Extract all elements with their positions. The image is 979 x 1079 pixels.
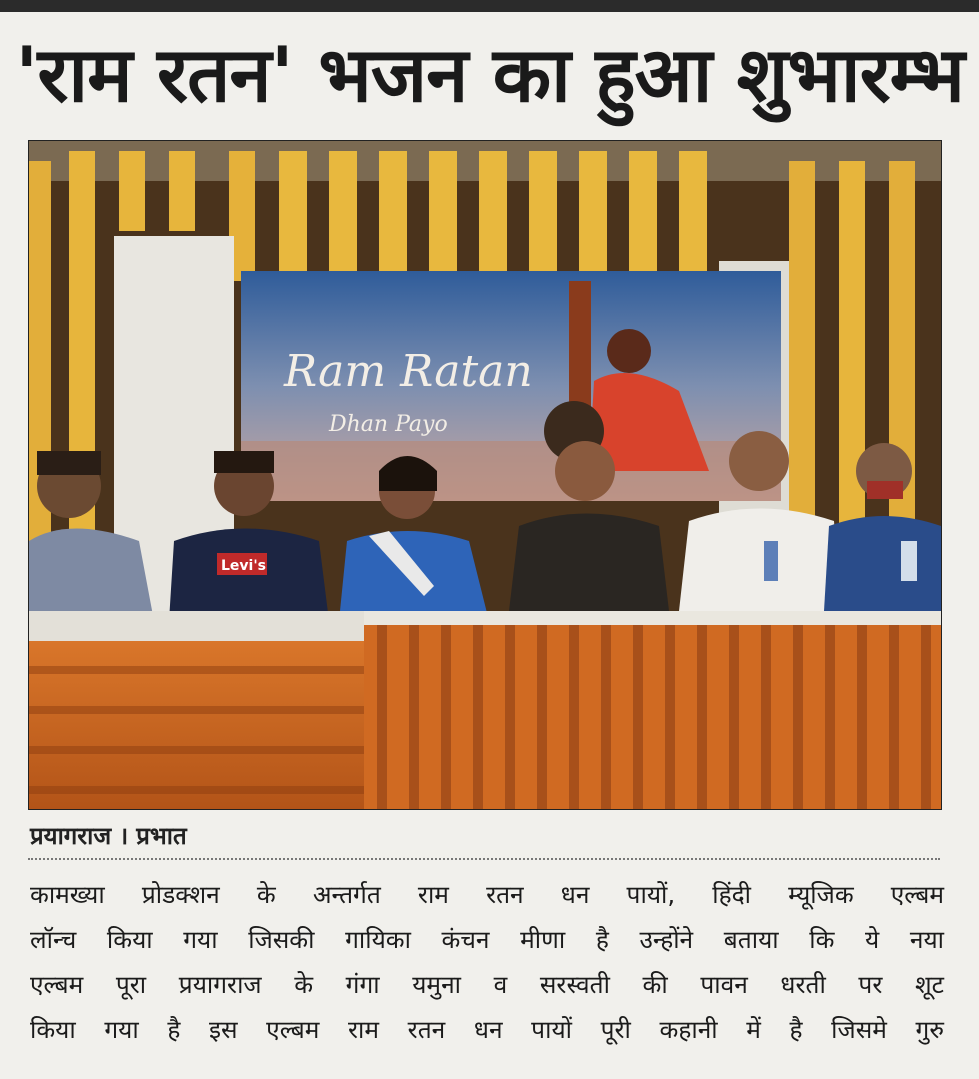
tshirt-logo: Levi's <box>221 558 266 574</box>
banner-title: Ram Ratan <box>284 346 533 397</box>
tablecloth-edge <box>364 611 941 625</box>
article-line: किया गया है इस एल्बम राम रतन धन पायों पूरी कहानी में है जिसमे गुरु <box>30 1015 944 1044</box>
dateline-separator: । <box>119 822 129 850</box>
article-line: कामख्या प्रोडक्शन के अन्तर्गत राम रतन धन पायों, हिंदी म्यूजिक एल्बम <box>30 880 944 909</box>
banner-subtitle: Dhan Payo <box>329 412 448 437</box>
dateline-source: प्रभात <box>136 822 187 850</box>
article-line: लॉन्च किया गया जिसकी गायिका कंचन मीणा है उन्होंने बताया कि ये नया <box>30 925 944 954</box>
dotted-divider <box>28 858 940 860</box>
headline: 'राम रतन' भजन का हुआ शुभारम्भ <box>15 30 964 119</box>
left-table <box>29 641 364 809</box>
news-photo <box>28 140 942 810</box>
article-body <box>30 872 944 1052</box>
right-table <box>364 611 941 809</box>
dateline <box>30 820 187 852</box>
dateline-place: प्रयागराज <box>30 822 112 850</box>
event-banner <box>241 271 781 501</box>
article-line: एल्बम पूरा प्रयागराज के गंगा यमुना व सरस्वती की पावन धरती पर शूट <box>30 970 944 999</box>
top-bar <box>0 0 979 12</box>
photo-illustration <box>29 141 941 809</box>
